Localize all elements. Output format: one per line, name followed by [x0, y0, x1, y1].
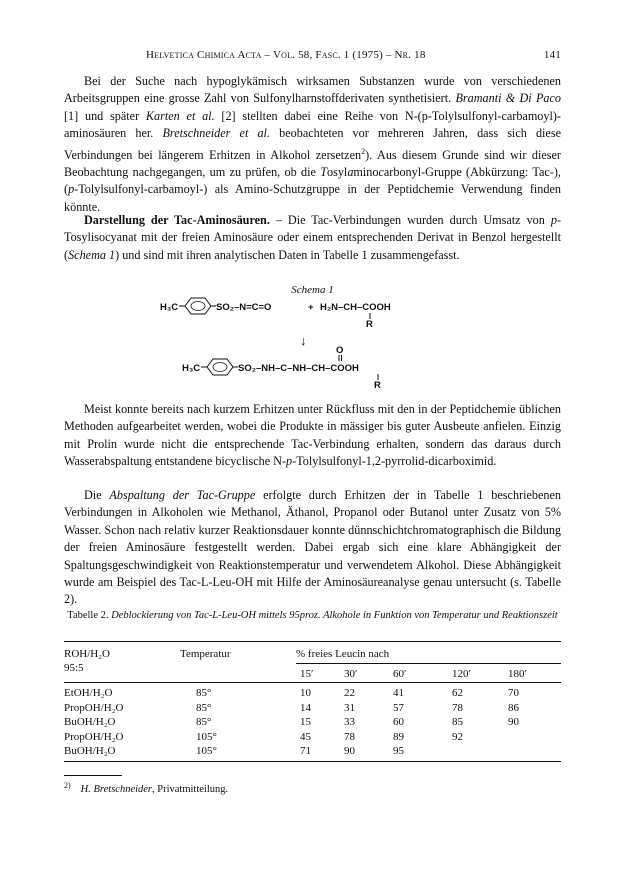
row-solvent: PropOH/H₂O	[64, 701, 124, 714]
footnote-author: H. Bretschneider	[80, 784, 153, 795]
paragraph-cleavage: Die Abspaltung der Tac-Gruppe erfolgte durch Erhitzen der in Tabelle 1 beschriebenen Verbindungen in Alkoholen wie Methanol, Äthanol, Propanol oder Butanol unter Zusatz von 5% Wasser. Schon nach relativ kurzer Reaktionsdauer konnte dünnschichtchromatographisch die Bildung der freien Aminosäure festgestellt werden. Dabei ergab sich eine klare Abhängigkeit der Spaltungsgeschwindigkeit von Reaktionstemperatur und verwendetem Alkohol. Diese Abhängigkeit wurde am Beispiel des Tac-L-Leu-OH mit Hilfe der Aminosäureanalyse genau untersucht (s. Tabelle 2).	[64, 488, 562, 607]
paragraph-preparation: Darstellung der Tac-Aminosäuren. – Die Tac-Verbindungen wurden durch Umsatz von p-Tosylisocyanat mit der freien Aminosäure oder einem entsprechenden Derivat in Benzol hergestellt (Schema 1) und sind mit ihren analytischen Daten in Tabelle 1 zusammengefasst.	[64, 213, 561, 262]
footnote-ref: 2	[361, 146, 366, 156]
row-value: 15	[300, 716, 311, 728]
product-carbonyl-o: O	[336, 345, 344, 356]
row-temperature: 85°	[196, 687, 212, 699]
footnote-rule	[64, 775, 122, 776]
table-rule-top	[64, 641, 561, 642]
row-value: 41	[393, 687, 404, 699]
footnote-mark: 2)	[64, 781, 71, 790]
header-time-4: 120′	[452, 668, 471, 680]
row-value: 22	[344, 687, 355, 699]
row-value: 33	[344, 716, 355, 728]
footnote: $^{2)}$ H. Bretschneider, Privatmitteilung.	[64, 781, 229, 795]
header-leucine-group: % freies Leucin nach	[296, 648, 390, 660]
plus-sign: +	[308, 302, 314, 313]
row-temperature: 105°	[196, 730, 217, 743]
journal-header: Helvetica Chimica Acta – Vol. 58, Fasc. 1 (1975) – Nr. 18	[146, 49, 426, 61]
row-value: 70	[508, 687, 519, 699]
scheme-caption: Schema 1	[291, 284, 334, 296]
header-time-1: 15′	[300, 668, 314, 680]
row-value: 57	[393, 701, 404, 714]
paragraph-intro: Bei der Suche nach hypoglykämisch wirksamen Substanzen wurde von verschiedenen Arbeitsgruppen eine grosse Zahl von Sulfonylharnstoffderivaten synthetisiert. Bramanti & Di Paco [1] und später Karten et al. [2] stellten dabei eine Reihe von N-(p-Tolylsulfonyl-carbamoyl)-aminosäuren her. Bretschneider et al. beobachteten vor mehreren Jahren, dass sich diese Verbindungen bei längerem Erhitzen in Alkohol zersetzen$^2$). Aus diesem Grunde sind wir dieser Beobachtung nachgegangen, um zu prüfen, ob die Tosylaminocarbonyl-Gruppe (Abkürzung: Tac-), (p-Tolylsulfonyl-carbamoyl-) als Amino-Schutzgruppe in der Peptidchemie Verwendung finden könnte.	[64, 74, 561, 214]
row-value: 90	[344, 745, 355, 757]
row-temperature: 85°	[196, 716, 212, 728]
row-value: 60	[393, 716, 404, 728]
citation-karten: Karten et al.	[145, 108, 215, 123]
row-value: 95	[393, 745, 404, 757]
row-value: 31	[344, 701, 355, 714]
row-value: 14	[300, 701, 311, 714]
amino-acid-r: R	[366, 319, 373, 330]
row-value: 71	[300, 745, 311, 757]
row-value: 62	[452, 687, 463, 699]
row-temperature: 85°	[196, 701, 212, 714]
header-temperature: Temperatur	[180, 648, 231, 660]
row-value: 85	[452, 716, 463, 728]
reaction-scheme	[160, 296, 460, 392]
header-time-2: 30′	[344, 668, 358, 680]
page-number: 141	[543, 49, 561, 61]
section-heading: Darstellung der Tac-Aminosäuren.	[84, 213, 270, 227]
header-time-5: 180′	[508, 668, 527, 680]
row-solvent: EtOH/H₂O	[64, 687, 113, 699]
reaction-arrow-icon: ↓	[300, 333, 307, 348]
reactant-methyl: H₃C	[160, 302, 179, 313]
table-title: Deblockierung von Tac-L-Leu-OH mittels 95proz. Alkohole in Funktion von Temperatur und Reaktionszeit	[111, 610, 558, 621]
benzene-ring-icon	[179, 298, 216, 314]
citation-bramanti: Bramanti & Di Paco	[455, 91, 561, 106]
table-rule-bottom	[64, 761, 561, 762]
row-temperature: 105°	[196, 745, 217, 757]
running-header	[64, 49, 561, 65]
product-methyl: H₃C	[182, 363, 201, 374]
isocyanate-group: SO₂–N=C=O	[216, 302, 272, 313]
row-value: 86	[508, 701, 519, 714]
row-value: 45	[300, 730, 311, 743]
row-solvent: PropOH/H₂O	[64, 730, 124, 743]
row-solvent: BuOH/H₂O	[64, 745, 116, 757]
table-label: Tabelle 2.	[67, 610, 109, 621]
row-value: 89	[393, 730, 404, 743]
table-caption	[64, 609, 561, 623]
cleavage-heading: Abspaltung der Tac-Gruppe	[109, 488, 256, 502]
schema-reference: Schema 1	[68, 247, 116, 262]
row-value: 78	[452, 701, 463, 714]
header-time-3: 60′	[393, 668, 407, 680]
amino-acid: H₂N–CH–COOH	[320, 302, 391, 313]
header-solvent: ROH/H₂O	[64, 648, 111, 660]
citation-bretschneider: Bretschneider et al.	[162, 126, 270, 141]
row-solvent: BuOH/H₂O	[64, 716, 116, 728]
table-rule-header	[64, 682, 561, 683]
benzene-ring-icon	[201, 359, 238, 375]
row-value: 92	[452, 730, 463, 743]
product-r: R	[374, 380, 381, 391]
row-value: 90	[508, 716, 519, 728]
row-value: 78	[344, 730, 355, 743]
header-ratio: 95:5	[64, 662, 84, 674]
table-rule-group	[296, 663, 561, 664]
paragraph-workup: Meist konnte bereits nach kurzem Erhitzen unter Rückfluss mit den in der Peptidchemie üblichen Methoden aufgearbeitet werden, wobei die Produkte in mässiger bis guter Ausbeute anfielen. Einzig mit Prolin wurde nicht die entsprechende Tac-Verbindung erhalten, sondern das daraus durch Wasserabspaltung entstandene bicyclische N-p-Tolylsulfonyl-1,2-pyrrolid-dicarboximid.	[64, 402, 561, 469]
row-value: 10	[300, 687, 311, 699]
product-chain: SO₂–NH–C–NH–CH–COOH	[238, 363, 359, 374]
